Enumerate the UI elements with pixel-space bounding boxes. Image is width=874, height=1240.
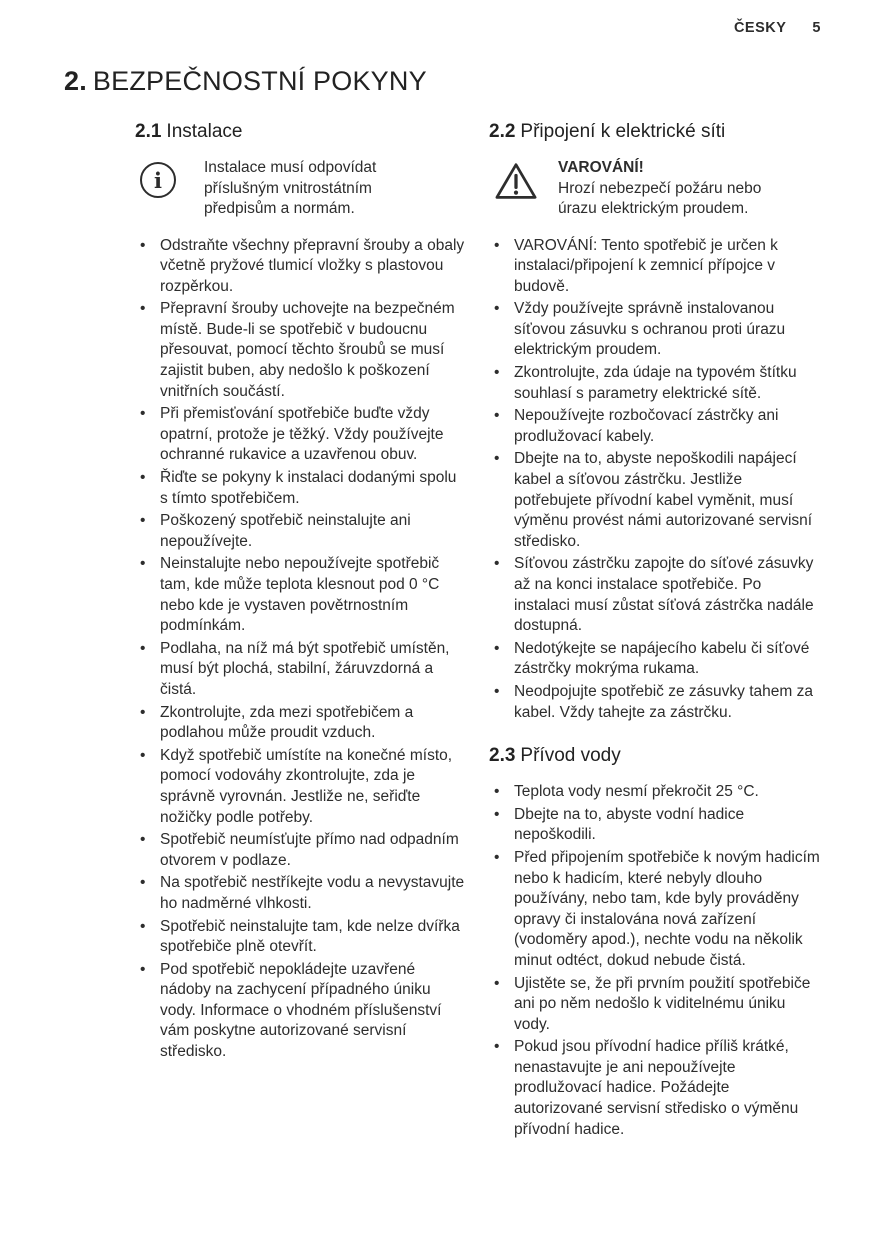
bullet-text: Na spotřebič nestříkejte vodu a nevystavujte ho nadměrné vlhkosti.	[160, 874, 465, 912]
bullet-item	[135, 511, 467, 552]
warning-icon	[494, 161, 538, 220]
electrical-warning	[494, 158, 821, 220]
bullet-item	[135, 746, 467, 828]
info-icon: i	[140, 162, 176, 198]
bullet-text: Přepravní šrouby uchovejte na bezpečném místě. Bude-li se spotřebič v budoucnu přesouvat, pomocí těchto šroubů se musí zajistit buben, aby nedošlo k poškození vnitřních součástí.	[160, 300, 455, 400]
bullet-text: Dbejte na to, abyste vodní hadice nepoškodili.	[514, 805, 745, 844]
bullet-text: Ujistěte se, že při prvním použití spotřebiče ani po něm nedošlo k viditelnému úniku vody.	[514, 974, 811, 1033]
bullet-text: Síťovou zástrčku zapojte do síťové zásuvky až na konci instalace spotřebiče. Po instalaci musí zůstat síťová zástrčka nadále dostupná.	[514, 555, 814, 635]
note-text: Instalace musí odpovídat příslušným vnitrostátním předpisům a normám.	[204, 159, 377, 217]
bullet-item	[489, 782, 821, 803]
bullet-item	[135, 468, 467, 509]
warning-text: Hrozí nebezpečí požáru nebo úrazu elektrickým proudem.	[558, 179, 762, 217]
bullet-text: VAROVÁNÍ: Tento spotřebič je určen k instalaci/připojení k zemnicí přípojce v budově.	[514, 236, 778, 295]
section-title-water	[489, 745, 821, 767]
bullet-item	[135, 830, 467, 871]
left-column	[135, 97, 467, 1065]
bullet-text: Neinstalujte nebo nepoužívejte spotřebič tam, kde může teplota klesnout pod 0 °C nebo kde je vystaven povětrnostním podmínkám.	[160, 555, 440, 635]
page-number: 5	[812, 20, 821, 36]
bullet-item	[135, 299, 467, 402]
section-title-text: Připojení k elektrické síti	[520, 121, 726, 142]
bullet-text: Pokud jsou přívodní hadice příliš krátké, nenastavujte je ani nepoužívejte prodlužovací hadice. Požádejte autorizované servisní středisko o výměnu přívodní hadice.	[514, 1038, 799, 1138]
warning-title: VAROVÁNÍ!	[558, 159, 644, 176]
content-columns	[64, 97, 821, 1142]
right-column	[489, 97, 821, 1142]
bullet-item	[135, 404, 467, 466]
installation-note	[140, 158, 467, 220]
bullet-item	[135, 554, 467, 636]
bullet-item	[135, 917, 467, 958]
bullet-text: Když spotřebič umístíte na konečné místo, pomocí vodováhy zkontrolujte, zda je správně vyrovnán. Jestliže ne, seřiďte nožičky podle potřeby.	[160, 746, 453, 826]
bullet-item	[489, 805, 821, 846]
bullet-text: Řiďte se pokyny k instalaci dodanými spolu s tímto spotřebičem.	[160, 469, 457, 507]
section-title-text: Přívod vody	[520, 745, 621, 767]
installation-bullet-list	[135, 236, 467, 1063]
bullet-item	[489, 682, 821, 723]
page-header	[64, 0, 821, 36]
bullet-item	[135, 639, 467, 701]
bullet-text: Dbejte na to, abyste nepoškodili napájecí kabel a síťovou zástrčku. Jestliže potřebujete přívodní kabel vyměnit, musí výměnu provést námi autorizované servisní středisko.	[514, 450, 813, 550]
chapter-number: 2.	[64, 66, 87, 96]
bullet-item	[135, 873, 467, 914]
bullet-item	[489, 363, 821, 404]
chapter-title-text: BEZPEČNOSTNÍ POKYNY	[92, 66, 427, 96]
bullet-item	[489, 848, 821, 972]
section-title-electrical	[489, 121, 821, 143]
bullet-item	[489, 639, 821, 680]
bullet-item	[135, 236, 467, 298]
warning-body	[558, 158, 763, 220]
bullet-item	[489, 554, 821, 636]
section-title-text: Instalace	[166, 121, 243, 142]
bullet-text: Zkontrolujte, zda mezi spotřebičem a podlahou může proudit vzduch.	[160, 703, 414, 742]
section-number: 2.3	[489, 745, 516, 767]
bullet-text: Spotřebič neumísťujte přímo nad odpadním otvorem v podlaze.	[160, 831, 459, 869]
section-number: 2.2	[489, 121, 516, 142]
bullet-text: Odstraňte všechny přepravní šrouby a obaly včetně pryžové tlumicí vložky s plastovou rozpěrkou.	[160, 236, 465, 295]
bullet-text: Před připojením spotřebiče k novým hadicím nebo k hadicím, které nebyly dlouho používány, nebo tam, kde byly prováděny opravy či instalována nová zařízení (vodoměry apod.), nechte vodu na několik minut odtéct, dokud nebude čistá.	[514, 848, 820, 969]
bullet-text: Neodpojujte spotřebič ze zásuvky tahem za kabel. Vždy tahejte za zástrčku.	[514, 682, 813, 721]
bullet-text: Zkontrolujte, zda údaje na typovém štítku souhlasí s parametry elektrické sítě.	[514, 364, 797, 402]
electrical-bullet-list	[489, 236, 821, 724]
bullet-text: Teplota vody nesmí překročit 25 °C.	[514, 783, 759, 801]
bullet-text: Podlaha, na níž má být spotřebič umístěn, musí být plochá, stabilní, žáruvzdorná a čistá.	[160, 639, 450, 698]
bullet-item	[489, 449, 821, 552]
chapter-title	[64, 66, 821, 97]
bullet-text: Nepoužívejte rozbočovací zástrčky ani prodlužovací kabely.	[514, 407, 779, 445]
section-number: 2.1	[135, 121, 162, 142]
bullet-item	[489, 406, 821, 447]
bullet-item	[135, 960, 467, 1063]
bullet-item	[135, 703, 467, 744]
bullet-text: Spotřebič neinstalujte tam, kde nelze dvířka spotřebiče plně otevřít.	[160, 917, 460, 956]
bullet-text: Pod spotřebič nepokládejte uzavřené nádoby na zachycení případného úniku vody. Informace o vhodném příslušenství vám poskytne autorizované servisní středisko.	[160, 960, 442, 1061]
bullet-text: Nedotýkejte se napájecího kabelu či síťové zástrčky mokrýma rukama.	[514, 639, 810, 678]
bullet-item	[489, 236, 821, 298]
bullet-text: Poškozený spotřebič neinstalujte ani nepoužívejte.	[160, 512, 411, 550]
water-bullet-list	[489, 782, 821, 1140]
bullet-item	[489, 1037, 821, 1140]
section-title-installation	[135, 121, 467, 143]
bullet-item	[489, 299, 821, 361]
language-label: ČESKY	[733, 20, 787, 36]
bullet-text: Při přemisťování spotřebiče buďte vždy opatrní, protože je těžký. Vždy používejte ochranné rukavice a uzavřenou obuv.	[160, 405, 444, 464]
bullet-text: Vždy používejte správně instalovanou síťovou zásuvku s ochranou proti úrazu elektrickým proudem.	[514, 300, 786, 359]
bullet-item	[489, 974, 821, 1036]
